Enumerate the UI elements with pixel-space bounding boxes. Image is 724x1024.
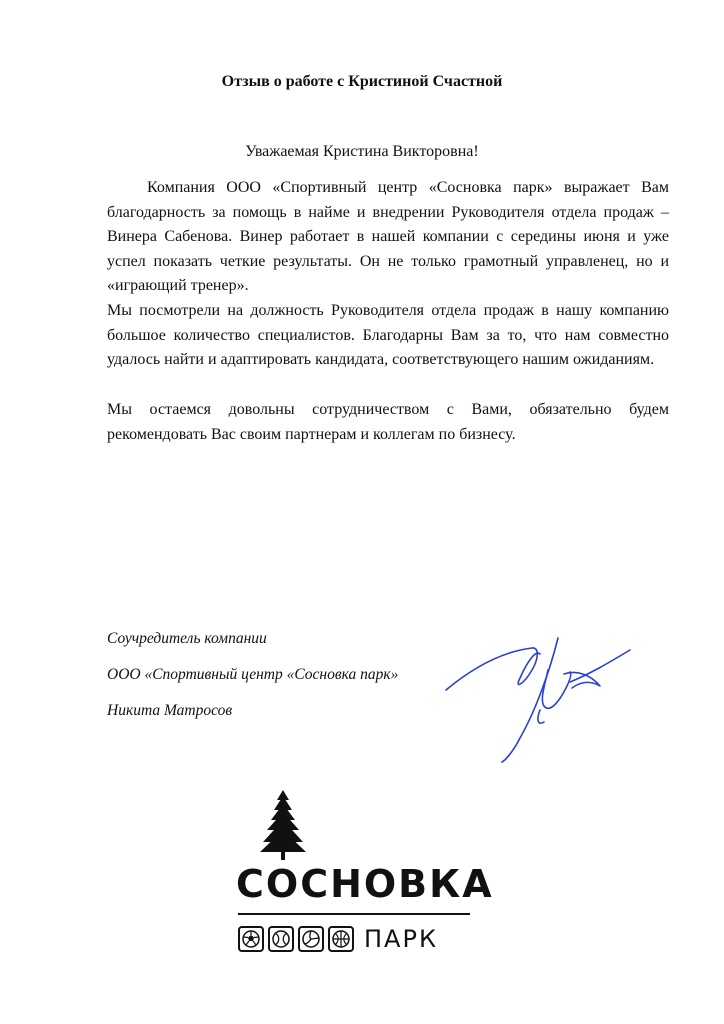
letter-title: Отзыв о работе с Кристиной Счастной xyxy=(221,73,503,90)
tennis-ball-icon xyxy=(268,926,294,952)
letter-paragraph-3: Мы остаемся довольны сотрудничеством с Вами, обязательно будем рекомендовать Вас своим партнерам и коллегам по бизнесу. xyxy=(107,401,669,443)
pine-tree-icon xyxy=(258,790,308,860)
handwritten-signature xyxy=(440,630,640,770)
logo-wordmark: СОСНОВКА xyxy=(236,862,494,906)
signer-name: Никита Матросов xyxy=(107,702,233,719)
signer-position: Соучредитель компании xyxy=(107,630,267,647)
letter-paragraph-2: Мы посмотрели на должность Руководителя отдела продаж в нашу компанию большое количество специалистов. Благодарны Вам за то, что нам совместно удалось найти и адаптировать кандидата, соответствующего нашим ожиданиям. xyxy=(107,302,669,368)
soccer-ball-icon xyxy=(238,926,264,952)
company-logo xyxy=(0,790,724,1024)
volleyball-icon xyxy=(298,926,324,952)
logo-divider xyxy=(238,913,470,915)
sport-icons xyxy=(238,926,354,954)
basketball-icon xyxy=(328,926,354,952)
letter-paragraph-1: Компания ООО «Спортивный центр «Сосновка парк» выражает Вам благодарность за помощь в найме и внедрении Руководителя отдела продаж – Винера Сабенова. Винер работает в нашей компании с середины июня и уже успел показать четкие результаты. Он не только грамотный управленец, но и «играющий тренер». xyxy=(107,179,669,294)
letter-greeting: Уважаемая Кристина Викторовна! xyxy=(245,143,479,160)
signer-company: ООО «Спортивный центр «Сосновка парк» xyxy=(107,666,399,683)
logo-park-text: ПАРК xyxy=(364,925,438,953)
